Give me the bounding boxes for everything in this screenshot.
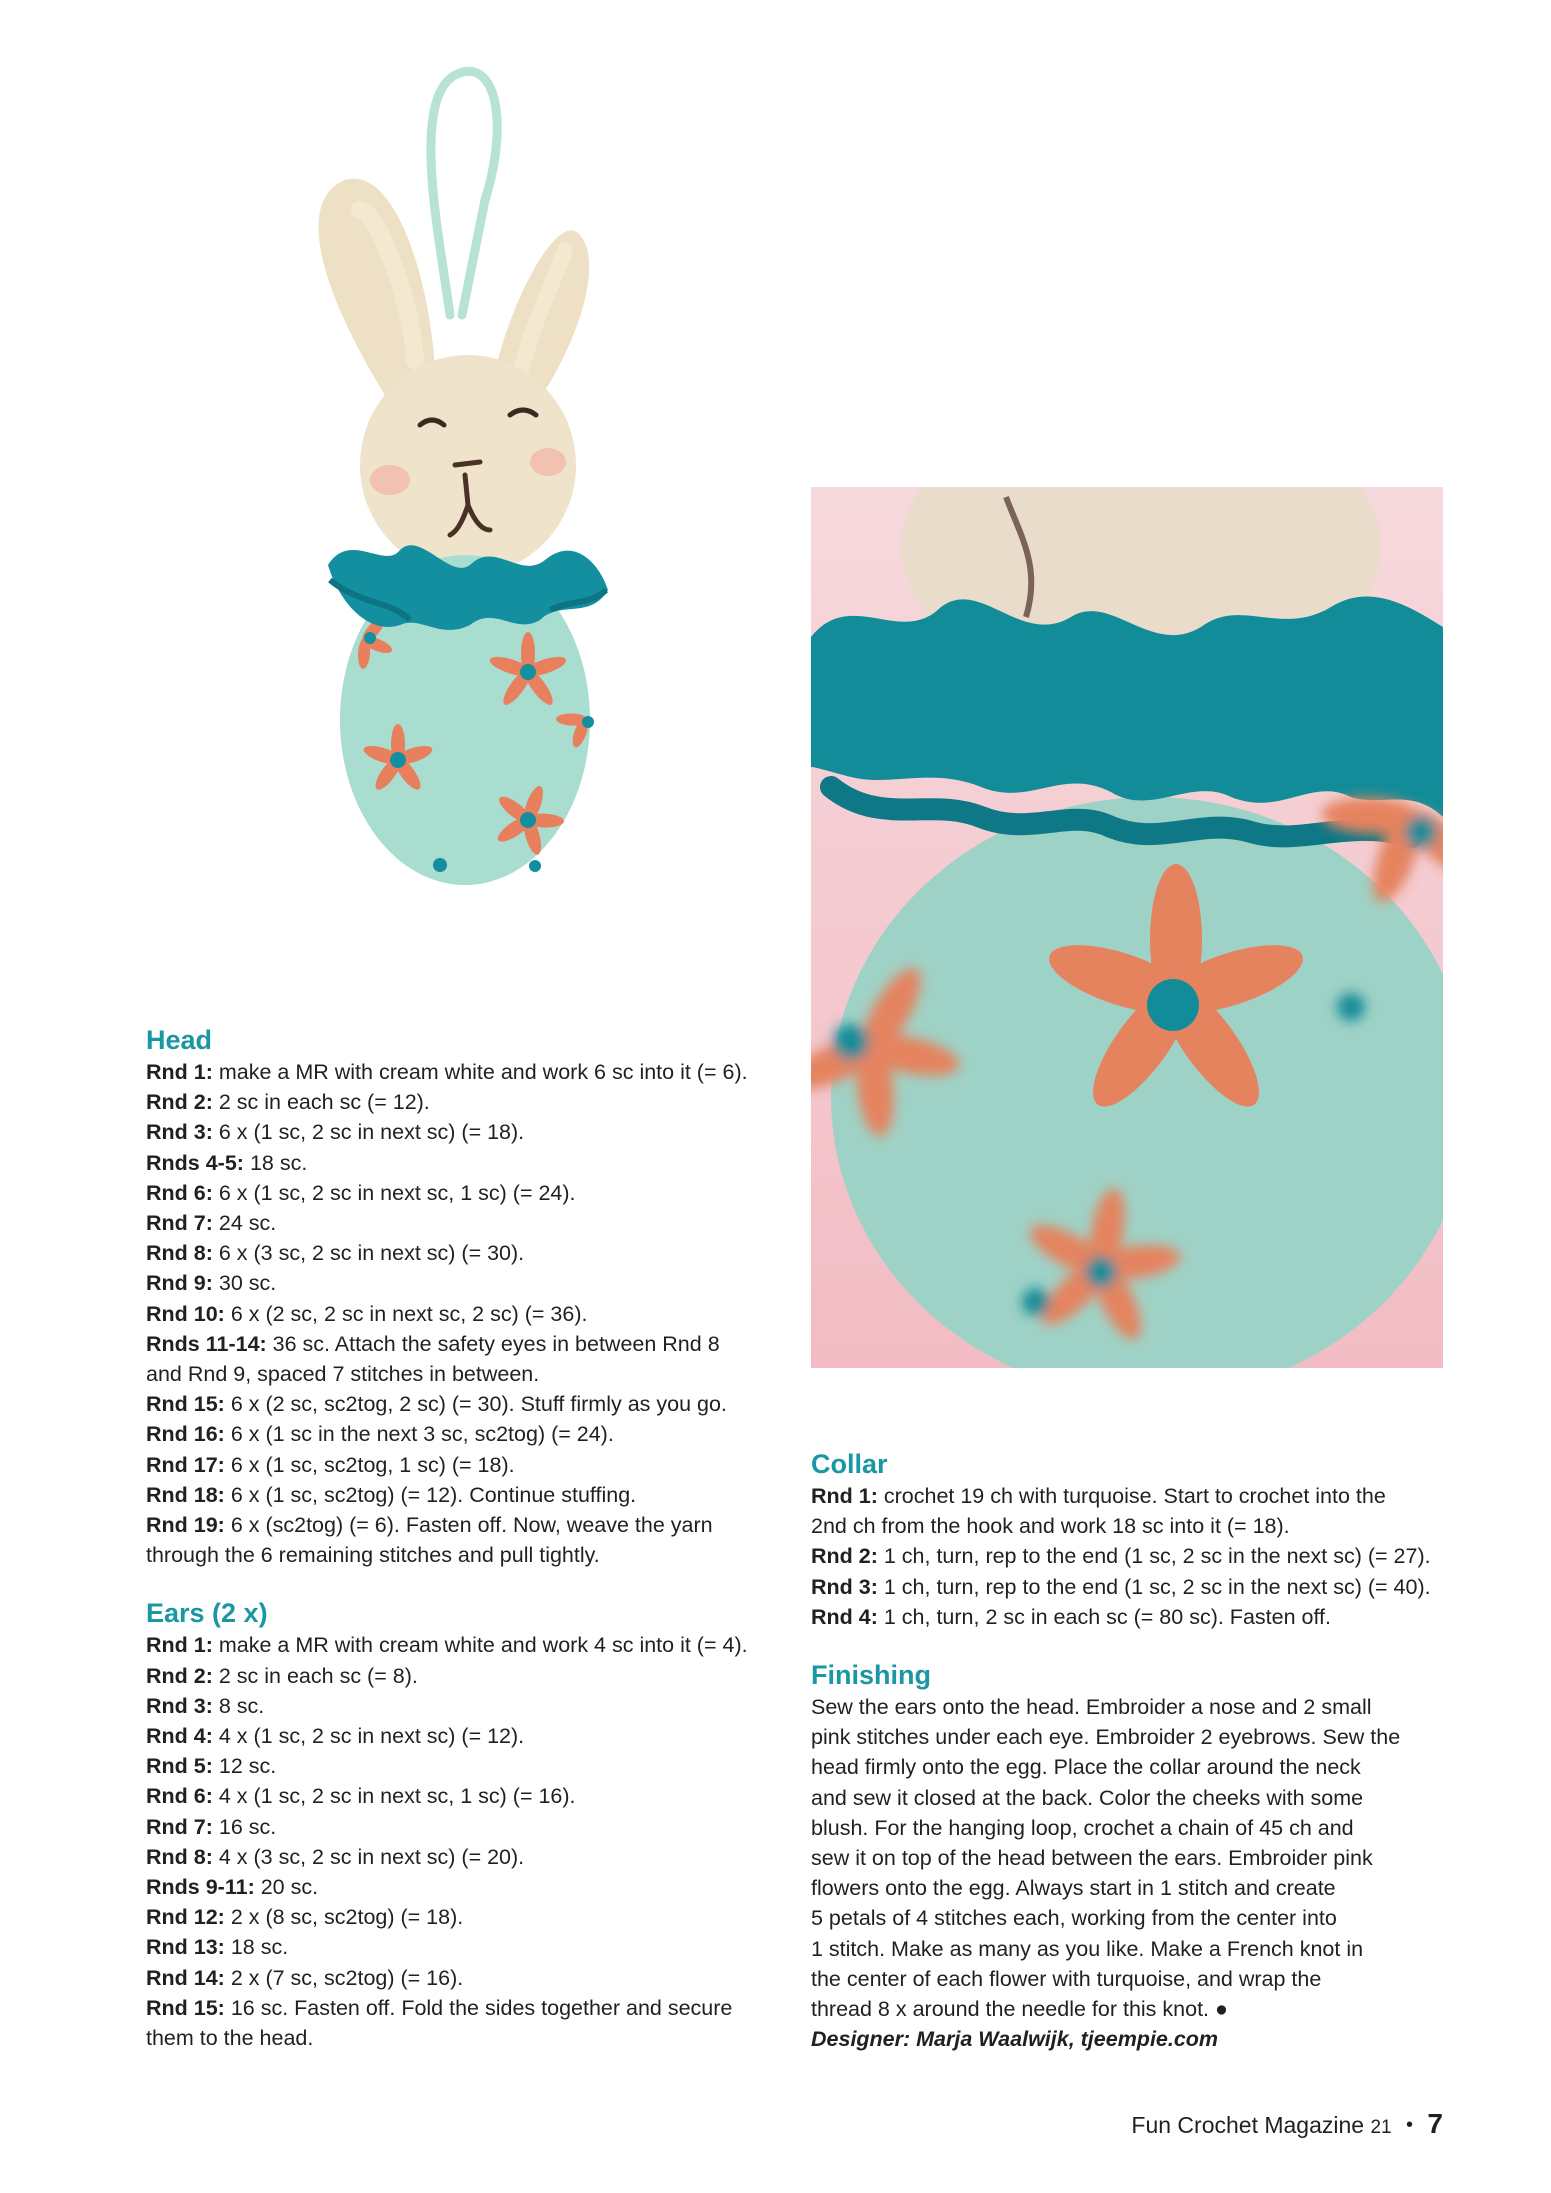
pattern-row: Rnd 6: 4 x (1 sc, 2 sc in next sc, 1 sc) (= 16). bbox=[146, 1784, 576, 1809]
finishing-line: 5 petals of 4 stitches each, working from the center into bbox=[811, 1906, 1337, 1931]
pattern-row: Rnd 4: 1 ch, turn, 2 sc in each sc (= 80 sc). Fasten off. bbox=[811, 1604, 1331, 1629]
pattern-row: Rnds 11-14: 36 sc. Attach the safety eyes in between Rnd 8 bbox=[146, 1331, 720, 1356]
pattern-row: Rnd 13: 18 sc. bbox=[146, 1935, 289, 1960]
pattern-row: Rnd 5: 12 sc. bbox=[146, 1754, 277, 1779]
finishing-line: head firmly onto the egg. Place the collar around the neck bbox=[811, 1755, 1361, 1780]
footer-bullet: • bbox=[1406, 2114, 1414, 2136]
head-heading: Head bbox=[146, 1025, 213, 1055]
finishing-heading: Finishing bbox=[811, 1660, 931, 1691]
pattern-row: Rnd 1: make a MR with cream white and work 4 sc into it (= 4). bbox=[146, 1633, 748, 1658]
magazine-name: Fun Crochet Magazine bbox=[1131, 2112, 1365, 2138]
pattern-row: Rnd 3: 1 ch, turn, rep to the end (1 sc, 2 sc in the next sc) (= 40). bbox=[811, 1574, 1431, 1599]
pattern-row: Rnd 9: 30 sc. bbox=[146, 1271, 277, 1296]
ears-heading: Ears (2 x) bbox=[146, 1598, 268, 1629]
issue-number: 21 bbox=[1370, 2117, 1392, 2138]
pattern-row: Rnd 12: 2 x (8 sc, sc2tog) (= 18). bbox=[146, 1905, 464, 1930]
pattern-row: Rnd 7: 16 sc. bbox=[146, 1814, 277, 1839]
finishing-line: Sew the ears onto the head. Embroider a nose and 2 small bbox=[811, 1695, 1372, 1720]
bunny-closeup-photo bbox=[811, 487, 1443, 1368]
head-instructions bbox=[146, 1057, 796, 1570]
collar-instructions bbox=[811, 1481, 1471, 1632]
pattern-row: Rnd 18: 6 x (1 sc, sc2tog) (= 12). Continue stuffing. bbox=[146, 1482, 637, 1507]
finishing-line: pink stitches under each eye. Embroider 2 eyebrows. Sew the bbox=[811, 1725, 1401, 1750]
pattern-row: Rnd 16: 6 x (1 sc in the next 3 sc, sc2tog) (= 24). bbox=[146, 1422, 614, 1447]
pattern-row: Rnd 2: 2 sc in each sc (= 8). bbox=[146, 1663, 418, 1688]
finishing-line: the center of each flower with turquoise, and wrap the bbox=[811, 1966, 1322, 1991]
pattern-row: Rnd 19: 6 x (sc2tog) (= 6). Fasten off. Now, weave the yarn bbox=[146, 1513, 713, 1538]
pattern-row: Rnd 6: 6 x (1 sc, 2 sc in next sc, 1 sc) (= 24). bbox=[146, 1180, 576, 1205]
left-text-column bbox=[146, 1023, 796, 2053]
ears-instructions bbox=[146, 1630, 796, 2053]
pattern-row: Rnd 15: 16 sc. Fasten off. Fold the sides together and secure bbox=[146, 1995, 733, 2020]
finishing-line: sew it on top of the head between the ears. Embroider pink bbox=[811, 1846, 1373, 1871]
pattern-row: Rnd 7: 24 sc. bbox=[146, 1211, 277, 1236]
pattern-row: Rnd 10: 6 x (2 sc, 2 sc in next sc, 2 sc) (= 36). bbox=[146, 1301, 588, 1326]
pattern-row: Rnd 3: 6 x (1 sc, 2 sc in next sc) (= 18). bbox=[146, 1120, 525, 1145]
bunny-ornament-photo bbox=[290, 60, 690, 910]
pattern-row: Rnd 14: 2 x (7 sc, sc2tog) (= 16). bbox=[146, 1965, 464, 1990]
pattern-row: Rnd 1: crochet 19 ch with turquoise. Start to crochet into the bbox=[811, 1484, 1386, 1508]
designer-credit: Designer: Marja Waalwijk, tjeempie.com bbox=[811, 2027, 1219, 2052]
finishing-line: and sew it closed at the back. Color the cheeks with some bbox=[811, 1785, 1364, 1810]
pattern-row: Rnd 8: 4 x (3 sc, 2 sc in next sc) (= 20). bbox=[146, 1844, 525, 1869]
pattern-row-continued: through the 6 remaining stitches and pull tightly. bbox=[146, 1543, 600, 1568]
pattern-row: Rnd 2: 1 ch, turn, rep to the end (1 sc, 2 sc in the next sc) (= 27). bbox=[811, 1544, 1431, 1569]
finishing-instructions bbox=[811, 1692, 1471, 2054]
pattern-row-continued: them to the head. bbox=[146, 2026, 314, 2051]
finishing-line: thread 8 x around the needle for this knot. ● bbox=[811, 1997, 1228, 2022]
page-footer bbox=[1131, 2108, 1443, 2140]
pattern-row: Rnds 9-11: 20 sc. bbox=[146, 1875, 319, 1900]
collar-heading: Collar bbox=[811, 1449, 888, 1479]
pattern-row: Rnds 4-5: 18 sc. bbox=[146, 1150, 308, 1175]
pattern-row: Rnd 3: 8 sc. bbox=[146, 1693, 265, 1718]
page-number: 7 bbox=[1427, 2108, 1443, 2139]
end-mark: ● bbox=[1215, 1997, 1228, 2022]
finishing-line: 1 stitch. Make as many as you like. Make a French knot in bbox=[811, 1936, 1364, 1961]
pattern-row-continued: 2nd ch from the hook and work 18 sc into it (= 18). bbox=[811, 1514, 1290, 1539]
pattern-row: Rnd 15: 6 x (2 sc, sc2tog, 2 sc) (= 30). Stuff firmly as you go. bbox=[146, 1392, 727, 1417]
pattern-row: Rnd 1: make a MR with cream white and work 6 sc into it (= 6). bbox=[146, 1060, 748, 1084]
finishing-line: flowers onto the egg. Always start in 1 stitch and create bbox=[811, 1876, 1336, 1901]
right-text-column bbox=[811, 1447, 1471, 2054]
pattern-row-continued: and Rnd 9, spaced 7 stitches in between. bbox=[146, 1362, 540, 1387]
pattern-row: Rnd 2: 2 sc in each sc (= 12). bbox=[146, 1090, 430, 1115]
finishing-line: blush. For the hanging loop, crochet a chain of 45 ch and bbox=[811, 1815, 1354, 1840]
pattern-row: Rnd 8: 6 x (3 sc, 2 sc in next sc) (= 30). bbox=[146, 1241, 525, 1266]
pattern-row: Rnd 4: 4 x (1 sc, 2 sc in next sc) (= 12). bbox=[146, 1724, 525, 1749]
pattern-row: Rnd 17: 6 x (1 sc, sc2tog, 1 sc) (= 18). bbox=[146, 1452, 515, 1477]
